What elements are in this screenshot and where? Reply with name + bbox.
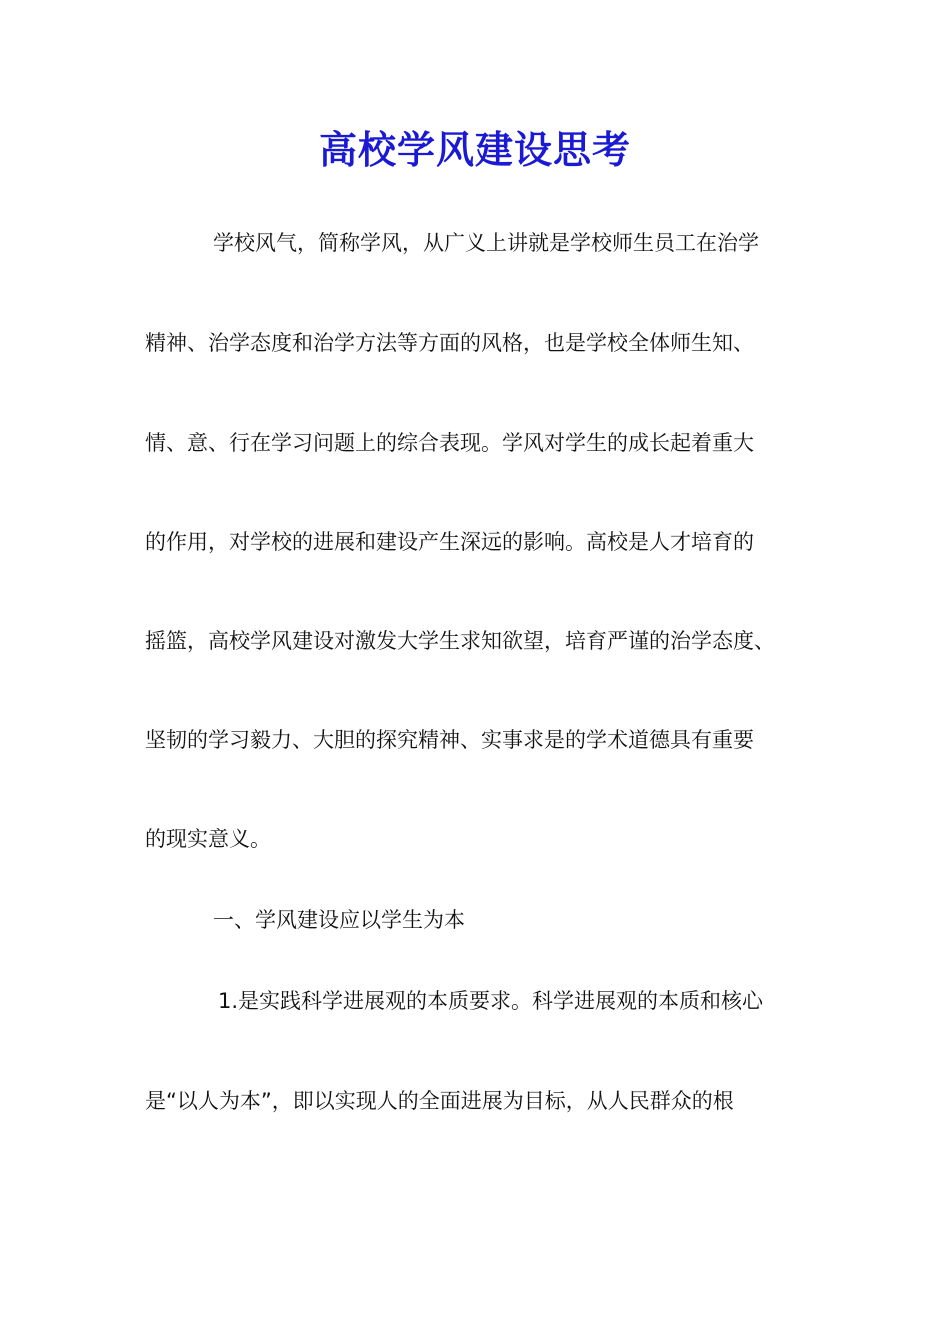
paragraph-line: 情、意、行在学习问题上的综合表现。学风对学生的成长起着重大: [145, 431, 754, 455]
document-title: 高校学风建设思考: [318, 127, 631, 172]
paragraph-line: 的现实意义。: [145, 827, 271, 851]
paragraph-line: 精神、治学态度和治学方法等方面的风格，也是学校全体师生知、: [145, 331, 754, 355]
paragraph-line: 学校风气，简称学风，从广义上讲就是学校师生员工在治学: [213, 231, 759, 255]
paragraph-line: 坚韧的学习毅力、大胆的探究精神、实事求是的学术道德具有重要: [145, 728, 754, 752]
paragraph-line: 的作用，对学校的进展和建设产生深远的影响。高校是人才培育的: [145, 530, 754, 554]
paragraph-line: 是“以人为本”，即以实现人的全面进展为目标，从人民群众的根: [145, 1089, 734, 1113]
section-heading: 一、学风建设应以学生为本: [213, 908, 465, 932]
paragraph-line: 摇篮，高校学风建设对激发大学生求知欲望，培育严谨的治学态度、: [145, 629, 775, 653]
paragraph-line: 1.是实践科学进展观的本质要求。科学进展观的本质和核心: [218, 989, 764, 1013]
